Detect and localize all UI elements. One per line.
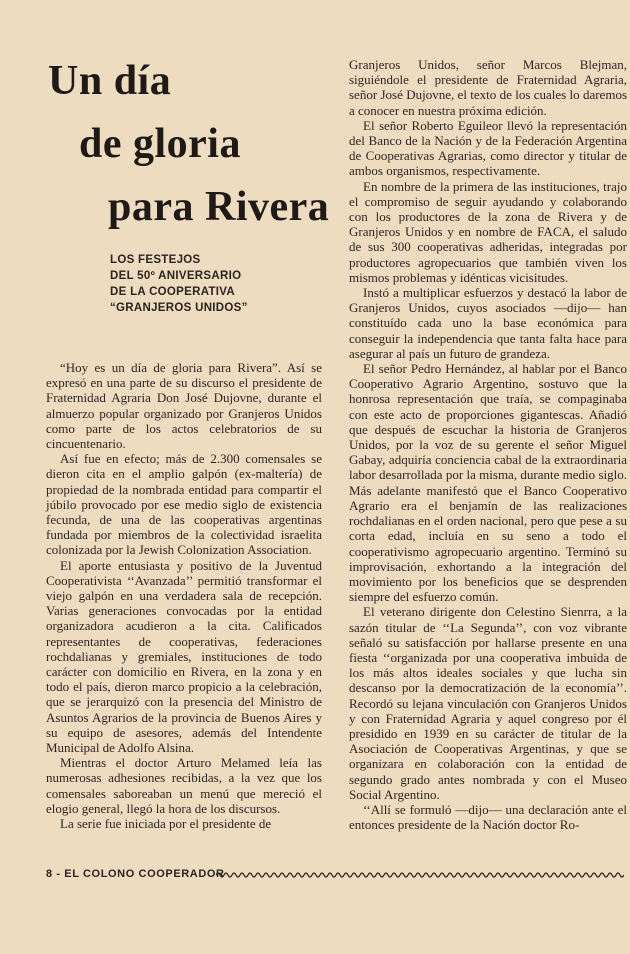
article-title-line-3: para Rivera xyxy=(108,184,330,230)
paragraph: Instó a multiplicar esfuerzos y destacó la labor de Granjeros Unidos, cuyos asociados —dijo— han constituído cada uno la base económica para conseguir la independencia que tanta falta hace para asegurar al país un futuro de grandeza. xyxy=(349,285,627,361)
paragraph: Mientras el doctor Arturo Melamed leía las numerosas adhesiones recibidas, a la vez que los comensales saboreaban un menú que mereció el elogio general, llegó la hora de los discursos. xyxy=(46,755,322,816)
paragraph: “Hoy es un día de gloria para Rivera”. Así se expresó en una parte de su discurso el presidente de Fraternidad Agraria Don José Dujovne, durante el almuerzo popular organizado por Granjeros Unidos como parte de los actos celebratorios de su cincuentenario. xyxy=(46,360,322,452)
subheading-line: DE LA COOPERATIVA xyxy=(110,286,236,298)
paragraph: Así fue en efecto; más de 2.300 comensales se dieron cita en el amplio galpón (ex-maltería) de propiedad de la nombrada entidad para compartir el júbilo provocado por ese medio siglo de existencia fecunda, de una de las cooperativas argentinas fundada por miembros de la colectividad israelita colonizada por la Jewish Colonization Association. xyxy=(46,451,322,558)
article-subheading xyxy=(110,252,310,316)
subheading-line: “GRANJEROS UNIDOS” xyxy=(110,302,248,314)
subheading-line: DEL 50º ANIVERSARIO xyxy=(110,270,242,282)
paragraph: Granjeros Unidos, señor Marcos Blejman, siguiéndole el presidente de Fraternidad Agraria, señor José Dujovne, el texto de los cuales lo daremos a conocer en nuestra próxima edición. xyxy=(349,57,627,118)
subheading-line: LOS FESTEJOS xyxy=(110,254,201,266)
page-footer xyxy=(46,868,626,884)
right-text-column xyxy=(349,57,627,832)
article-title-line-2: de gloria xyxy=(79,121,241,167)
footer-page-label: 8 - EL COLONO COOPERADOR xyxy=(46,868,225,880)
paragraph: ‘‘Allí se formuló —dijo— una declaración ante el entonces presidente de la Nación doctor Ro- xyxy=(349,801,627,833)
wavy-rule-ornament xyxy=(216,870,624,880)
paragraph: El aporte entusiasta y positivo de la Juventud Cooperativista ‘‘Avanzada’’ permitió transformar el viejo galpón en una verdadera sala de recepción. Varias generaciones convocadas por la entidad organizadora acudieron a la cita. Calificados representantes de cooperativas, federaciones rochdalianas y gremiales, instituciones de todo carácter con domicilio en Rivera, en la zona y en todo el país, dieron marco propicio a la celebración, que se jerarquizó con la presencia del Ministro de Asuntos Agrarios de la provincia de Buenos Aires y su equipo de asesores, además del Intendente Municipal de Adolfo Alsina. xyxy=(46,557,322,756)
article-title-line-1: Un día xyxy=(48,58,172,104)
paragraph: La serie fue iniciada por el presidente de xyxy=(60,816,272,832)
paragraph: El señor Roberto Eguileor llevó la representación del Banco de la Nación y de la Federación Argentina de Cooperativas Agrarias, como director y titular de ambos organismos, respectivamente. xyxy=(349,117,627,179)
paragraph: El señor Pedro Hernández, al hablar por el Banco Cooperativo Agrario Argentino, sostuvo que la honrosa representación que traía, se compaginaba con este acto de proporciones gigantescas. Añadió que después de escuchar la historia de Granjeros Unidos, por la voz de su gerente el señor Miguel Gabay, adquiría conciencia cabal de la extraordinaria labor desarrollada por la misma, durante medio siglo. Más adelante manifestó que el Banco Cooperativo Agrario era el benjamín de las realizaciones rochdalianas en el orden nacional, pero que pese a su corta edad, incluía en su seno a todo el cooperativismo agropecuario argentino. Terminó su improvisación, exhortando a la integración del movimiento por los beneficios que se desprenden siempre del esfuerzo común. xyxy=(349,361,627,605)
paragraph: En nombre de la primera de las instituciones, trajo el compromiso de seguir ayudando y colaborando con los productores de la zona de Rivera y de Granjeros Unidos y en nombre de FACA, el saludo de sus 300 cooperativas adheridas, integradas por productores agropecuarios que también viven los mismos problemas y idénticas vicisitudes. xyxy=(349,178,627,285)
left-text-column xyxy=(46,360,322,831)
paragraph: El veterano dirigente don Celestino Sienrra, a la sazón titular de ‘‘La Segunda’’, con voz vibrante señaló su satisfacción por hallarse presente en una fiesta ‘‘organizada por una cooperativa imbuida de los más altos ideales sociales y que lucha sin descanso por la democratización de la economía’’. Recordó su lejana vinculación con Granjeros Unidos y con Fraternidad Agraria y aquel congreso por él presidido en 1939 en su carácter de titular de la Asociación de Cooperativas Argentinas, y que se organizara en colaboración con la entidad de segundo grado antes nombrada y con el Museo Social Argentino. xyxy=(349,604,627,802)
